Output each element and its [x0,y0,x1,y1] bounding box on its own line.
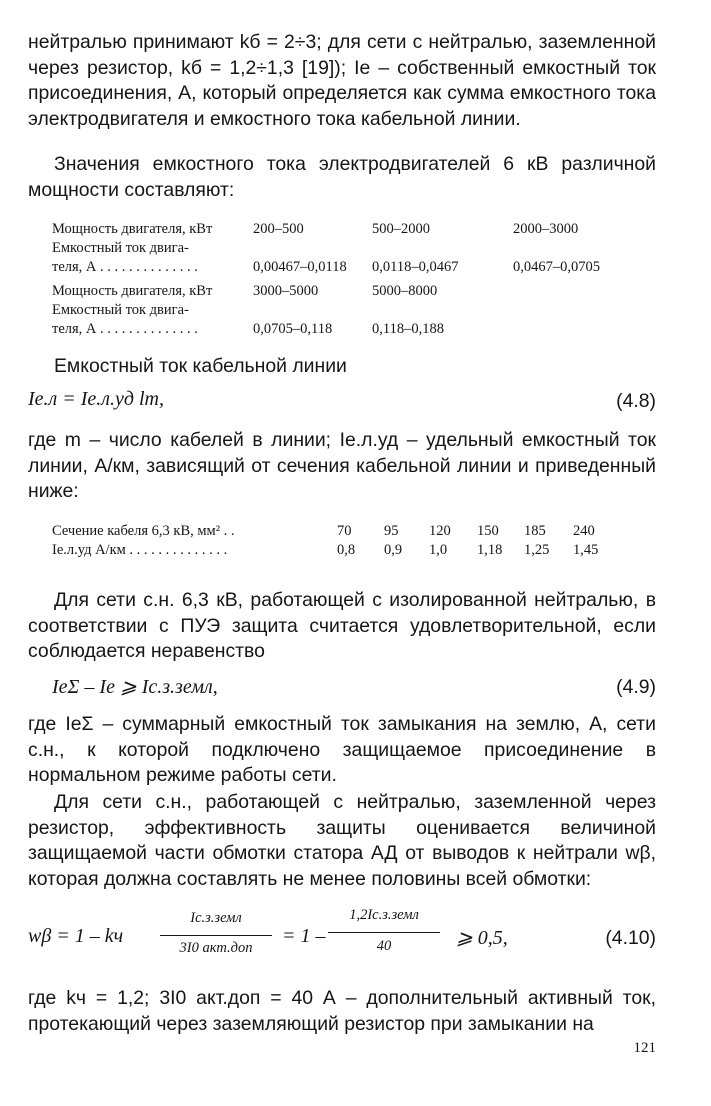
equation-number-4-9: (4.9) [616,676,656,698]
cable-section-value: 120 [429,523,451,539]
motor-power-value: 200–500 [253,221,304,237]
motor-current-label-a: Емкостный ток двига- [52,240,189,256]
motor-current-label-b: теля, А . . . . . . . . . . . . . . [52,259,198,275]
motor-current-value: 0,0467–0,0705 [513,259,600,275]
cable-current-value: 1,45 [573,542,599,558]
paragraph-3: Емкостный ток кабельной линии [54,355,347,377]
fraction-1-numerator: Iс.з.земл [190,910,242,926]
fraction-2-numerator: 1,2Iс.з.земл [349,907,419,923]
fraction-1-denominator: 3I0 акт.доп [179,940,253,956]
cable-section-value: 95 [384,523,399,539]
cable-current-value: 1,18 [477,542,503,558]
cable-section-value: 185 [524,523,546,539]
motor-power-value: 5000–8000 [372,283,438,299]
fraction-1-bar [160,935,272,936]
motor-current-value: 0,0118–0,0467 [372,259,459,275]
cable-current-value: 0,9 [384,542,403,558]
equation-4-8: Iе.л = Iе.л.уд lm, [28,388,164,410]
equation-4-10-rhs: ⩾ 0,5, [456,927,508,949]
motor-current-value: 0,00467–0,0118 [253,259,347,275]
paragraph-7: Для сети с.н., работающей с нейтралью, заземленной через резистор, эффективность защиты оценивается величиной защищаемой части обмотки статора АД от выводов к нейтрали wβ, которая должна составлять не менее половины всей обмотки: [28,791,656,890]
cable-current-value: 1,0 [429,542,448,558]
motor-power-label-1: Мощность двигателя, кВт [52,221,213,237]
cable-current-label: Iе.л.уд А/км . . . . . . . . . . . . . . [52,542,228,558]
paragraph-2: Значения емкостного тока электродвигателей 6 кВ различной мощности составляют: [28,153,656,201]
motor-power-value: 3000–5000 [253,283,319,299]
equation-4-10-lhs: wβ = 1 – kч [28,925,124,947]
cable-section-label: Сечение кабеля 6,3 кВ, мм² . . [52,523,235,539]
fraction-2-bar [328,932,440,933]
page-number: 121 [633,1040,656,1056]
motor-power-label-2: Мощность двигателя, кВт [52,283,213,299]
motor-power-value: 500–2000 [372,221,430,237]
paragraph-8: где kч = 1,2; 3I0 акт.доп = 40 А – дополнительный активный ток, протекающий через заземляющий резистор при замыкании на [28,987,656,1035]
equation-4-10-mid: = 1 – [282,925,326,947]
cable-current-value: 1,25 [524,542,550,558]
fraction-2-denominator: 40 [376,938,392,954]
equation-number-4-10: (4.10) [605,927,656,949]
motor-current-label-b: теля, А . . . . . . . . . . . . . . [52,321,198,337]
paragraph-1: нейтралью принимают kб = 2÷3; для сети с нейтралью, заземленной через резистор, kб = 1,2÷1,3 [19]); Iе – собственный емкостный ток присоединения, А, который определяется как сумма емкостного тока электродвигателя и емкостного тока кабельной линии. [28,31,656,130]
cable-section-value: 70 [337,523,352,539]
paragraph-5: Для сети с.н. 6,3 кВ, работающей с изолированной нейтралью, в соответствии с ПУЭ защита считается удовлетворительной, если соблюдается неравенство [28,589,656,663]
motor-current-label-a: Емкостный ток двига- [52,302,189,318]
paragraph-4: где m – число кабелей в линии; Iе.л.уд – удельный емкостный ток линии, А/км, зависящий от сечения кабельной линии и приведенный ниже: [28,429,656,503]
motor-current-value: 0,0705–0,118 [253,321,333,337]
equation-4-9: IеΣ – Iе ⩾ Iс.з.земл, [52,676,218,698]
cable-current-value: 0,8 [337,542,356,558]
paragraph-6: где IеΣ – суммарный емкостный ток замыкания на землю, А, сети с.н., к которой подключено защищаемое присоединение в нормальном режиме работы сети. [28,713,656,787]
cable-section-value: 150 [477,523,499,539]
cable-section-value: 240 [573,523,595,539]
motor-power-value: 2000–3000 [513,221,579,237]
motor-current-value: 0,118–0,188 [372,321,444,337]
equation-number-4-8: (4.8) [616,390,656,412]
